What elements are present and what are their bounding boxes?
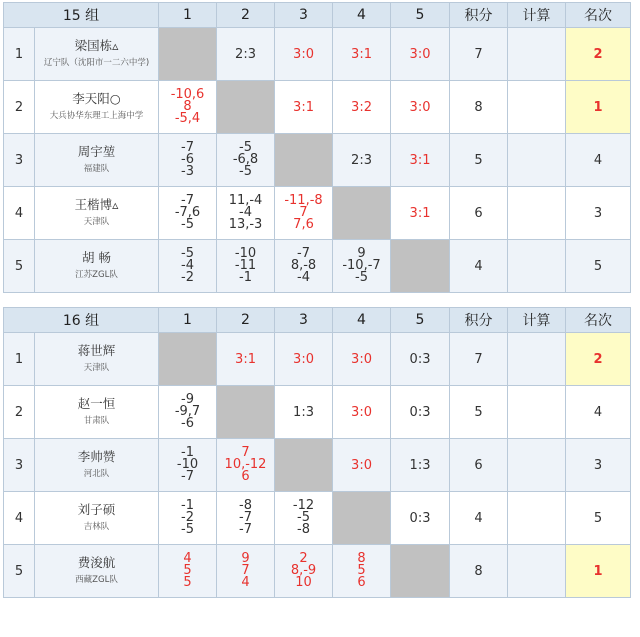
rank-value: 4 (566, 134, 631, 187)
match-score: 3:1 (217, 333, 275, 386)
game-score-line: 8 (183, 99, 192, 114)
game-score-line: 9 (357, 246, 366, 261)
self-match-blank (159, 28, 217, 81)
game-score-line: -6 (181, 416, 194, 431)
game-score-line: -5,4 (174, 111, 201, 126)
group-header-row (4, 308, 631, 333)
rank-col: 名次 (566, 308, 631, 333)
player-team: 天津队 (83, 217, 110, 228)
group-title: 15 组 (4, 3, 159, 28)
game-score-line: 10,-12 (224, 457, 267, 472)
match-game-scores (275, 240, 333, 293)
match-score: 3:0 (333, 386, 391, 439)
player-cell (35, 134, 159, 187)
game-score-line: 13,-3 (228, 217, 263, 232)
game-score-line: 5 (357, 563, 366, 578)
points-col: 积分 (450, 308, 508, 333)
opponent-col-1: 1 (159, 3, 217, 28)
seed-number: 2 (4, 386, 35, 439)
game-score-line: -6 (181, 152, 194, 167)
match-game-scores (333, 240, 391, 293)
game-score-line: 7,6 (293, 217, 314, 232)
player-cell (35, 386, 159, 439)
game-score-line: -4 (239, 205, 252, 220)
player-row (4, 333, 631, 386)
points-value: 8 (450, 545, 508, 598)
rank-value: 2 (566, 333, 631, 386)
points-value: 7 (450, 333, 508, 386)
points-value: 5 (450, 134, 508, 187)
player-cell (35, 492, 159, 545)
game-score-line: 7 (299, 205, 308, 220)
game-score-line: -8 (239, 498, 252, 513)
calc-value (508, 439, 566, 492)
points-value: 5 (450, 386, 508, 439)
game-score-line: 8,-9 (290, 563, 317, 578)
seed-number: 2 (4, 81, 35, 134)
rank-value: 3 (566, 187, 631, 240)
seed-number: 3 (4, 134, 35, 187)
player-cell (35, 333, 159, 386)
points-value: 6 (450, 187, 508, 240)
self-match-blank (391, 545, 450, 598)
match-score: 2:3 (217, 28, 275, 81)
game-score-line: -7,6 (174, 205, 201, 220)
match-score: 1:3 (391, 439, 450, 492)
game-score-line: -1 (181, 445, 194, 460)
match-score: 3:0 (333, 439, 391, 492)
game-score-line: 5 (183, 563, 192, 578)
points-col: 积分 (450, 3, 508, 28)
match-game-scores (275, 187, 333, 240)
opponent-col-3: 3 (275, 3, 333, 28)
player-name-line (35, 343, 158, 360)
player-name: 李帅赞 (77, 449, 116, 465)
self-match-blank (217, 81, 275, 134)
calc-value (508, 240, 566, 293)
calc-value (508, 492, 566, 545)
game-score-line: -5 (181, 522, 194, 537)
self-match-blank (159, 333, 217, 386)
seed-number: 5 (4, 545, 35, 598)
game-score-line: -11 (234, 258, 257, 273)
match-game-scores (333, 545, 391, 598)
player-team: 吉林队 (83, 522, 110, 533)
match-game-scores (217, 187, 275, 240)
calc-col: 计算 (508, 3, 566, 28)
game-score-line: -7 (239, 510, 252, 525)
player-name: 蒋世辉 (77, 343, 116, 359)
game-score-line: -7 (297, 246, 310, 261)
self-match-blank (275, 439, 333, 492)
player-row (4, 81, 631, 134)
game-score-line: -1 (181, 498, 194, 513)
match-score: 3:0 (333, 333, 391, 386)
player-name-line (35, 38, 158, 55)
match-game-scores (159, 187, 217, 240)
player-team: 西藏ZGL队 (75, 575, 118, 586)
player-name-line (35, 144, 158, 161)
game-score-line: -9,7 (174, 404, 201, 419)
seed-number: 1 (4, 333, 35, 386)
opponent-col-4: 4 (333, 3, 391, 28)
match-score: 3:1 (275, 81, 333, 134)
rank-value: 3 (566, 439, 631, 492)
player-name-line (35, 91, 158, 108)
game-score-line: -2 (181, 270, 194, 285)
match-game-scores (217, 134, 275, 187)
game-score-line: -9 (181, 392, 194, 407)
player-cell (35, 187, 159, 240)
game-score-line: -4 (297, 270, 310, 285)
player-name-line (35, 502, 158, 519)
player-row (4, 545, 631, 598)
opponent-col-1: 1 (159, 308, 217, 333)
game-score-line: -5 (355, 270, 368, 285)
match-score: 3:0 (275, 333, 333, 386)
game-score-line: 6 (357, 575, 366, 590)
player-team: 天津队 (83, 363, 110, 374)
match-game-scores (159, 134, 217, 187)
game-score-line: -7 (181, 469, 194, 484)
game-score-line: -5 (239, 164, 252, 179)
rank-value: 2 (566, 28, 631, 81)
rank-value: 5 (566, 240, 631, 293)
group-16-table (3, 307, 631, 598)
self-match-blank (391, 240, 450, 293)
player-name-line (35, 396, 158, 413)
player-team: 福建队 (83, 164, 110, 175)
match-game-scores (275, 492, 333, 545)
match-score: 3:0 (391, 81, 450, 134)
player-name: 李天阳 (72, 91, 110, 107)
match-game-scores (159, 439, 217, 492)
match-score: 2:3 (333, 134, 391, 187)
game-score-line: -2 (181, 510, 194, 525)
self-match-blank (217, 386, 275, 439)
opponent-col-3: 3 (275, 308, 333, 333)
calc-value (508, 134, 566, 187)
group-header-row (4, 3, 631, 28)
calc-value (508, 187, 566, 240)
player-name-line (35, 197, 158, 214)
calc-value (508, 333, 566, 386)
match-game-scores (217, 439, 275, 492)
rank-value: 4 (566, 386, 631, 439)
player-name: 胡 畅 (82, 250, 111, 266)
game-score-line: -7 (239, 522, 252, 537)
player-row (4, 187, 631, 240)
player-name: 梁国栋 (74, 38, 113, 54)
match-game-scores (159, 386, 217, 439)
game-score-line: -10 (234, 246, 257, 261)
player-mark-icon: ○ (109, 91, 121, 107)
calc-value (508, 386, 566, 439)
game-score-line: -4 (181, 258, 194, 273)
match-score: 1:3 (275, 386, 333, 439)
points-value: 4 (450, 240, 508, 293)
game-score-line: 11,-4 (228, 193, 263, 208)
game-score-line: 7 (241, 445, 250, 460)
game-score-line: 4 (183, 551, 192, 566)
match-score: 3:1 (391, 134, 450, 187)
match-game-scores (217, 240, 275, 293)
seed-number: 1 (4, 28, 35, 81)
seed-number: 3 (4, 439, 35, 492)
game-score-line: 10 (295, 575, 312, 590)
player-cell (35, 28, 159, 81)
game-score-line: -5 (239, 140, 252, 155)
calc-value (508, 28, 566, 81)
game-score-line: -8 (297, 522, 310, 537)
player-name: 周宇堃 (77, 144, 116, 160)
self-match-blank (275, 134, 333, 187)
opponent-col-4: 4 (333, 308, 391, 333)
match-score: 0:3 (391, 492, 450, 545)
seed-number: 4 (4, 492, 35, 545)
game-score-line: -10 (176, 457, 199, 472)
points-value: 6 (450, 439, 508, 492)
player-cell (35, 545, 159, 598)
self-match-blank (333, 492, 391, 545)
game-score-line: 9 (241, 551, 250, 566)
seed-number: 5 (4, 240, 35, 293)
game-score-line: 7 (241, 563, 250, 578)
rank-value: 1 (566, 81, 631, 134)
game-score-line: -7 (181, 140, 194, 155)
points-value: 8 (450, 81, 508, 134)
game-score-line: -5 (297, 510, 310, 525)
player-name-line (35, 449, 158, 466)
game-score-line: 5 (183, 575, 192, 590)
seed-number: 4 (4, 187, 35, 240)
game-score-line: -7 (181, 193, 194, 208)
opponent-col-2: 2 (217, 308, 275, 333)
rank-value: 5 (566, 492, 631, 545)
opponent-col-2: 2 (217, 3, 275, 28)
match-game-scores (217, 492, 275, 545)
match-score: 3:0 (275, 28, 333, 81)
match-score: 0:3 (391, 386, 450, 439)
group-title: 16 组 (4, 308, 159, 333)
opponent-col-5: 5 (391, 308, 450, 333)
player-row (4, 386, 631, 439)
player-cell (35, 439, 159, 492)
game-score-line: 4 (241, 575, 250, 590)
player-row (4, 240, 631, 293)
group-15-table (3, 2, 631, 293)
player-team: 大兵协华东理工上海中学 (49, 111, 144, 122)
match-score: 3:1 (333, 28, 391, 81)
player-mark-icon: ▵ (112, 38, 119, 54)
rank-value: 1 (566, 545, 631, 598)
player-cell (35, 81, 159, 134)
match-score: 0:3 (391, 333, 450, 386)
game-score-line: -5 (181, 217, 194, 232)
match-score: 3:2 (333, 81, 391, 134)
match-score: 3:0 (391, 28, 450, 81)
game-score-line: -10,-7 (342, 258, 381, 273)
player-name-line (35, 555, 158, 572)
rank-col: 名次 (566, 3, 631, 28)
player-team: 甘肃队 (83, 416, 110, 427)
match-game-scores (217, 545, 275, 598)
points-value: 7 (450, 28, 508, 81)
game-score-line: -12 (292, 498, 315, 513)
player-name: 费浚航 (77, 555, 116, 571)
player-row (4, 28, 631, 81)
calc-col: 计算 (508, 308, 566, 333)
player-name: 王楷博 (74, 197, 113, 213)
player-name: 赵一恒 (77, 396, 116, 412)
game-score-line: -1 (239, 270, 252, 285)
game-score-line: -6,8 (232, 152, 259, 167)
points-value: 4 (450, 492, 508, 545)
player-name-line (35, 250, 158, 267)
player-cell (35, 240, 159, 293)
game-score-line: -5 (181, 246, 194, 261)
game-score-line: -11,-8 (284, 193, 323, 208)
game-score-line: -10,6 (170, 87, 205, 102)
player-mark-icon: ▵ (112, 197, 119, 213)
match-game-scores (159, 81, 217, 134)
self-match-blank (333, 187, 391, 240)
game-score-line: 6 (241, 469, 250, 484)
calc-value (508, 545, 566, 598)
game-score-line: 8 (357, 551, 366, 566)
calc-value (508, 81, 566, 134)
match-game-scores (275, 545, 333, 598)
match-game-scores (159, 545, 217, 598)
match-game-scores (159, 492, 217, 545)
player-row (4, 492, 631, 545)
game-score-line: 8,-8 (290, 258, 317, 273)
opponent-col-5: 5 (391, 3, 450, 28)
game-score-line: 2 (299, 551, 308, 566)
player-row (4, 134, 631, 187)
player-name: 刘子硕 (77, 502, 116, 518)
player-team: 辽宁队（沈阳市一二六中学) (43, 58, 150, 69)
match-score: 3:1 (391, 187, 450, 240)
player-row (4, 439, 631, 492)
player-team: 河北队 (83, 469, 110, 480)
match-game-scores (159, 240, 217, 293)
game-score-line: -3 (181, 164, 194, 179)
player-team: 江苏ZGL队 (75, 270, 118, 281)
